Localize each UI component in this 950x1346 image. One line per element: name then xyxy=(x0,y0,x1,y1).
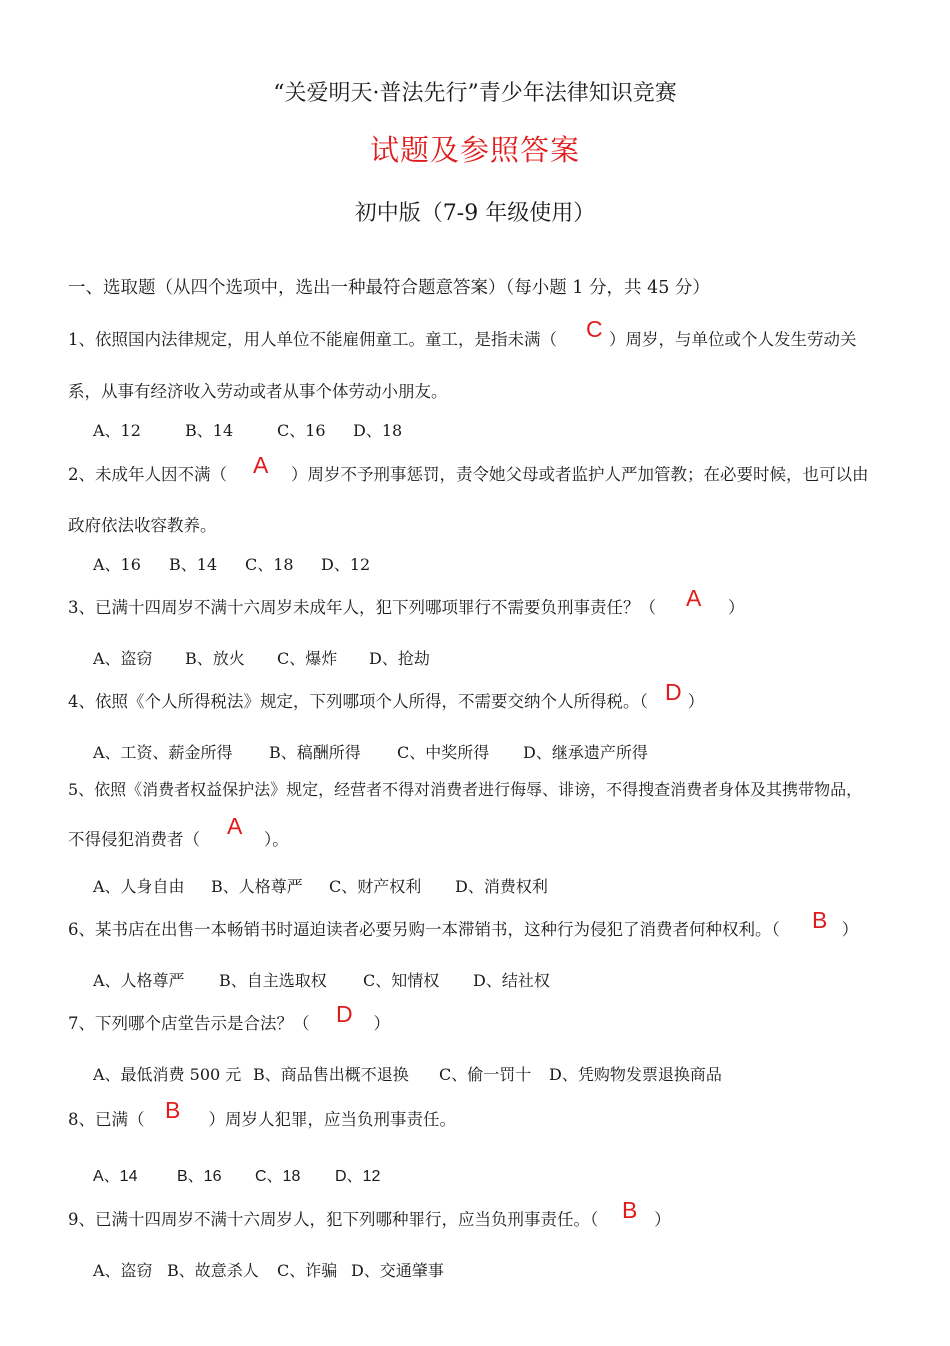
answer-mark: C xyxy=(586,316,603,342)
answer-mark: D xyxy=(336,1001,353,1027)
option: D、凭购物发票退换商品 xyxy=(549,1065,722,1084)
question-1 xyxy=(68,330,857,350)
option: C、偷一罚十 xyxy=(439,1065,532,1084)
option: B、自主选取权 xyxy=(219,971,327,990)
option: D、继承遗产所得 xyxy=(523,743,648,762)
option: B、商品售出概不退换 xyxy=(253,1065,409,1084)
question-5: 5、依照《消费者权益保护法》规定，经营者不得对消费者进行侮辱、诽谤，不得搜查消费者身体及其携带物品， xyxy=(68,780,863,799)
option: C、中奖所得 xyxy=(397,743,490,762)
option: D、12 xyxy=(321,555,371,574)
question-text: 7、下列哪个店堂告示是合法？（ xyxy=(68,1014,310,1033)
answer-mark: B xyxy=(622,1197,638,1223)
option: C、诈骗 xyxy=(277,1261,338,1280)
section-heading: 一、选取题（从四个选项中，选出一种最符合题意答案）（每小题 1 分，共 45 分） xyxy=(68,278,710,298)
options-row xyxy=(93,552,370,575)
question-text: 8、已满（ xyxy=(68,1110,145,1129)
answer-mark: B xyxy=(165,1097,181,1123)
answer-mark: A xyxy=(253,452,269,478)
option: C、16 xyxy=(277,421,326,440)
question-text: ） xyxy=(373,1014,390,1033)
question-text: ）周岁人犯罪，应当负刑事责任。 xyxy=(208,1110,456,1129)
question-text: ）。 xyxy=(264,830,289,849)
question-continuation: 政府依法收容教养。 xyxy=(68,516,217,535)
question-text: 3、已满十四周岁不满十六周岁未成年人，犯下列哪项罪行不需要负刑事责任？（ xyxy=(68,598,656,617)
question-text: ） xyxy=(654,1210,671,1229)
option: A、最低消费 500 元 xyxy=(93,1065,242,1084)
option: B、稿酬所得 xyxy=(269,743,361,762)
option: B、故意杀人 xyxy=(167,1261,259,1280)
answer-mark: A xyxy=(227,813,243,839)
options-row xyxy=(93,418,402,441)
question-9 xyxy=(68,1210,671,1230)
document-subtitle: 试题及参照答案 xyxy=(369,133,580,167)
option: A、盗窃 xyxy=(93,649,153,668)
option: D、抢劫 xyxy=(369,649,430,668)
answer-mark: D xyxy=(665,679,682,705)
options-row xyxy=(93,874,548,897)
question-text: 6、某书店在出售一本畅销书时逼迫读者必要另购一本滞销书，这种行为侵犯了消费者何种权利。（ xyxy=(68,920,780,939)
option: A、16 xyxy=(93,555,141,574)
question-6 xyxy=(68,920,858,940)
question-text: ） xyxy=(728,598,745,617)
question-text: ）周岁，与单位或个人发生劳动关 xyxy=(609,330,857,349)
question-4 xyxy=(68,692,704,712)
option: D、消费权利 xyxy=(455,877,548,896)
option: B、14 xyxy=(185,421,234,440)
option: D、交通肇事 xyxy=(351,1261,444,1280)
document-title: “关爱明天·普法先行”青少年法律知识竞赛 xyxy=(273,81,677,106)
option: C、18 xyxy=(245,555,294,574)
option: D、12 xyxy=(335,1168,381,1185)
question-text: 4、依照《个人所得税法》规定，下列哪项个人所得，不需要交纳个人所得税。（ xyxy=(68,692,648,711)
option: B、14 xyxy=(169,555,218,574)
question-8 xyxy=(68,1110,456,1130)
option: C、知情权 xyxy=(363,971,440,990)
option: A、12 xyxy=(93,421,141,440)
option: C、爆炸 xyxy=(277,649,338,668)
options-row xyxy=(93,1062,722,1085)
options-row xyxy=(93,740,648,763)
option: C、财产权利 xyxy=(329,877,422,896)
options-row xyxy=(93,1258,444,1281)
edition-label: 初中版（7-9 年级使用） xyxy=(354,201,596,226)
question-text: 9、已满十四周岁不满十六周岁人，犯下列哪种罪行，应当负刑事责任。（ xyxy=(68,1210,599,1229)
option: A、人身自由 xyxy=(93,877,185,896)
option: A、盗窃 xyxy=(93,1261,153,1280)
question-text: ） xyxy=(841,920,859,939)
option: B、放火 xyxy=(185,649,245,668)
option: D、结社权 xyxy=(473,971,550,990)
options-row xyxy=(93,1163,380,1186)
options-row xyxy=(93,968,550,991)
option: A、14 xyxy=(93,1168,138,1185)
answer-mark: B xyxy=(812,907,828,933)
option: A、人格尊严 xyxy=(93,971,185,990)
question-text: ） xyxy=(687,692,705,711)
question-text: 2、未成年人因不满（ xyxy=(68,465,227,484)
answer-mark: A xyxy=(686,585,702,611)
question-text: 不得侵犯消费者（ xyxy=(68,830,200,849)
question-3 xyxy=(68,598,745,618)
option: B、人格尊严 xyxy=(211,877,303,896)
options-row xyxy=(93,646,430,669)
option: A、工资、薪金所得 xyxy=(93,743,233,762)
question-continuation xyxy=(68,826,289,850)
option: D、18 xyxy=(353,421,403,440)
option: C、18 xyxy=(255,1168,301,1185)
question-text: 1、依照国内法律规定，用人单位不能雇佣童工。童工，是指未满（ xyxy=(68,330,557,349)
question-continuation: 系，从事有经济收入劳动或者从事个体劳动小朋友。 xyxy=(68,382,448,401)
option: B、16 xyxy=(177,1168,222,1185)
question-2 xyxy=(68,465,869,485)
question-text: ）周岁不予刑事惩罚，责令她父母或者监护人严加管教；在必要时候，也可以由 xyxy=(291,465,869,484)
